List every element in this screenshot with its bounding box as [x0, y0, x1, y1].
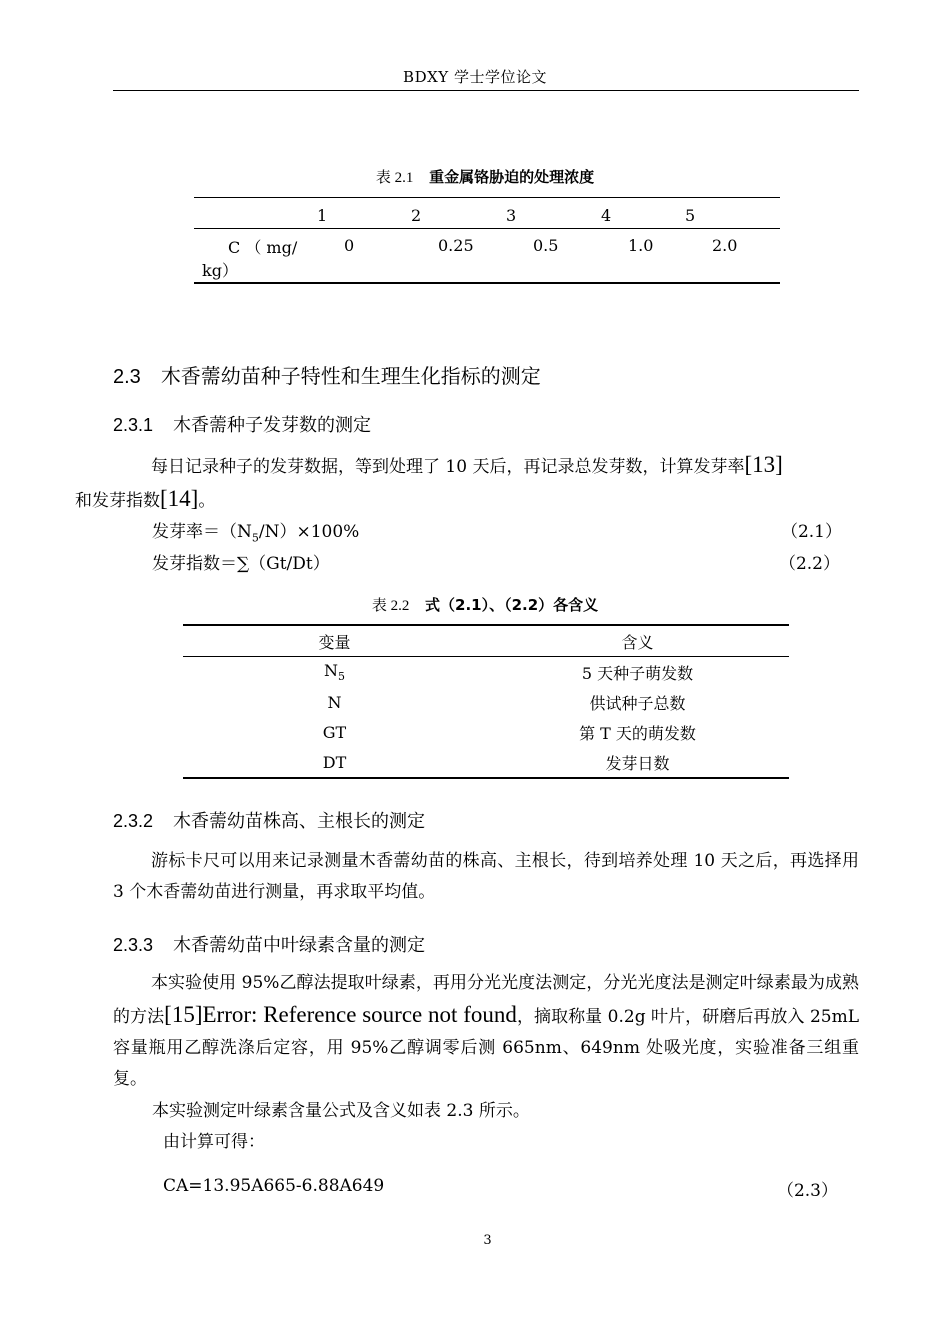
table1-cell: 1.0: [601, 229, 685, 284]
table2-caption-number: 表 2.2: [371, 598, 410, 614]
page-number: 3: [483, 1233, 492, 1248]
table1-caption: [0, 166, 950, 187]
subsection-heading-1: [113, 411, 371, 437]
table1-row-label-line2: kg）: [202, 261, 238, 280]
section-title: 木香薷幼苗种子特性和生理生化指标的测定: [160, 364, 541, 388]
paragraph-formula-intro: 本实验测定叶绿素含量公式及含义如表 2.3 所示。: [152, 1101, 530, 1121]
paragraph-text: 每日记录种子的发芽数据，等到处理了 10 天后，再记录总发芽数，计算发芽率: [151, 457, 745, 477]
equation-text: 发芽率＝（N: [152, 522, 252, 542]
table1-header-cell: 1: [317, 198, 411, 229]
table2-caption-text: 式（2.1）、（2.2）各含义: [425, 596, 599, 614]
table2-cell-meaning: 发芽日数: [486, 747, 789, 778]
table1-cell: 2.0: [685, 229, 780, 284]
table-row: [183, 717, 789, 747]
table1-header-cell: [194, 198, 317, 229]
subsection-number: 2.3.3: [113, 935, 154, 955]
equation-number: （2.1）: [780, 522, 842, 542]
table1-row-label-line1: C （ mg/: [228, 238, 298, 257]
table1-row-label: [194, 229, 317, 284]
running-header: BDXY 学士学位论文: [403, 68, 547, 86]
table2-cell-variable: DT: [183, 747, 486, 778]
table-row: [183, 657, 789, 688]
subsection-title: 木香薷种子发芽数的测定: [173, 415, 372, 436]
equation-text: /N）×100%: [258, 522, 360, 542]
subsection-title: 木香薷幼苗株高、主根长的测定: [173, 811, 426, 832]
paragraph-germination: [75, 449, 859, 517]
paragraph-height-root: 游标卡尺可以用来记录测量木香薷幼苗的株高、主根长，待到培养处理 10 天之后，再选择用 3 个木香薷幼苗进行测量，再求取平均值。: [113, 851, 859, 902]
table2-cell-variable: [183, 657, 486, 688]
table1-caption-number: 表 2.1: [375, 170, 414, 186]
table1-cell: 0: [317, 229, 411, 284]
table2-cell-meaning: 5 天种子萌发数: [581, 663, 694, 683]
variable-subscript: 5: [338, 670, 345, 684]
table2-caption: [0, 594, 950, 615]
equation-2-2: 发芽指数＝∑（Gt/Dt）: [152, 554, 330, 574]
table2: [183, 624, 789, 779]
table1-header-cell: 4: [601, 198, 685, 229]
equation-subscript: 5: [251, 531, 259, 545]
paragraph-line: [75, 483, 215, 517]
subsection-title: 木香薷幼苗中叶绿素含量的测定: [173, 935, 426, 956]
section-number: 2.3: [113, 366, 141, 388]
citation-error: [15]Error: Reference source not found: [164, 1002, 517, 1027]
equation-number: （2.3）: [776, 1181, 838, 1201]
equation-number: （2.2）: [778, 554, 840, 574]
table2-header-variable: 变量: [183, 625, 486, 657]
subsection-heading-2: [113, 807, 425, 833]
table2-header-meaning: 含义: [486, 625, 789, 657]
header-rule: [113, 90, 859, 91]
table1-header-cell: 2: [411, 198, 506, 229]
table1-header-cell: 5: [685, 198, 780, 229]
table-row: [183, 687, 789, 717]
subsection-number: 2.3.1: [113, 415, 154, 435]
table1-caption-text: 重金属铬胁迫的处理浓度: [429, 168, 595, 186]
table2-cell-variable: GT: [322, 722, 347, 742]
paragraph-text: 。: [198, 491, 216, 511]
table1-cell: 0.5: [506, 229, 601, 284]
paragraph-calc: 由计算可得：: [163, 1132, 265, 1152]
citation: [13]: [744, 452, 783, 477]
table1: [194, 197, 780, 284]
paragraph-text: ，摘取称量 0.2g 叶片，研磨后再放入 25mL 容量瓶用乙醇洗涤后定容，用 95%乙醇调零后测 665nm、649nm 处吸光度，实验准备三组重复。: [113, 1007, 860, 1089]
variable-text: N: [324, 660, 338, 680]
equation-2-1: [152, 517, 359, 544]
table2-cell-meaning: 第 T 天的萌发数: [579, 723, 696, 743]
subsection-number: 2.3.2: [113, 811, 154, 831]
table2-cell-variable: N: [327, 692, 342, 712]
table1-cell: 0.25: [411, 229, 506, 284]
table2-cell-meaning: 供试种子总数: [589, 693, 686, 713]
citation: [14]: [160, 486, 199, 511]
table-row: [183, 747, 789, 778]
table1-header-cell: 3: [506, 198, 601, 229]
section-heading: [113, 360, 541, 389]
subsection-heading-3: [113, 931, 425, 957]
paragraph-chlorophyll: [113, 968, 859, 1095]
paragraph-text: 本实验使用 95%乙醇法提取叶绿素，再用分光光度法测定，分光光度法是测定叶绿素最为成熟的方法: [113, 973, 859, 1027]
paragraph-text: 和发芽指数: [75, 491, 160, 511]
equation-2-3: CA=13.95A665-6.88A649: [163, 1176, 385, 1196]
